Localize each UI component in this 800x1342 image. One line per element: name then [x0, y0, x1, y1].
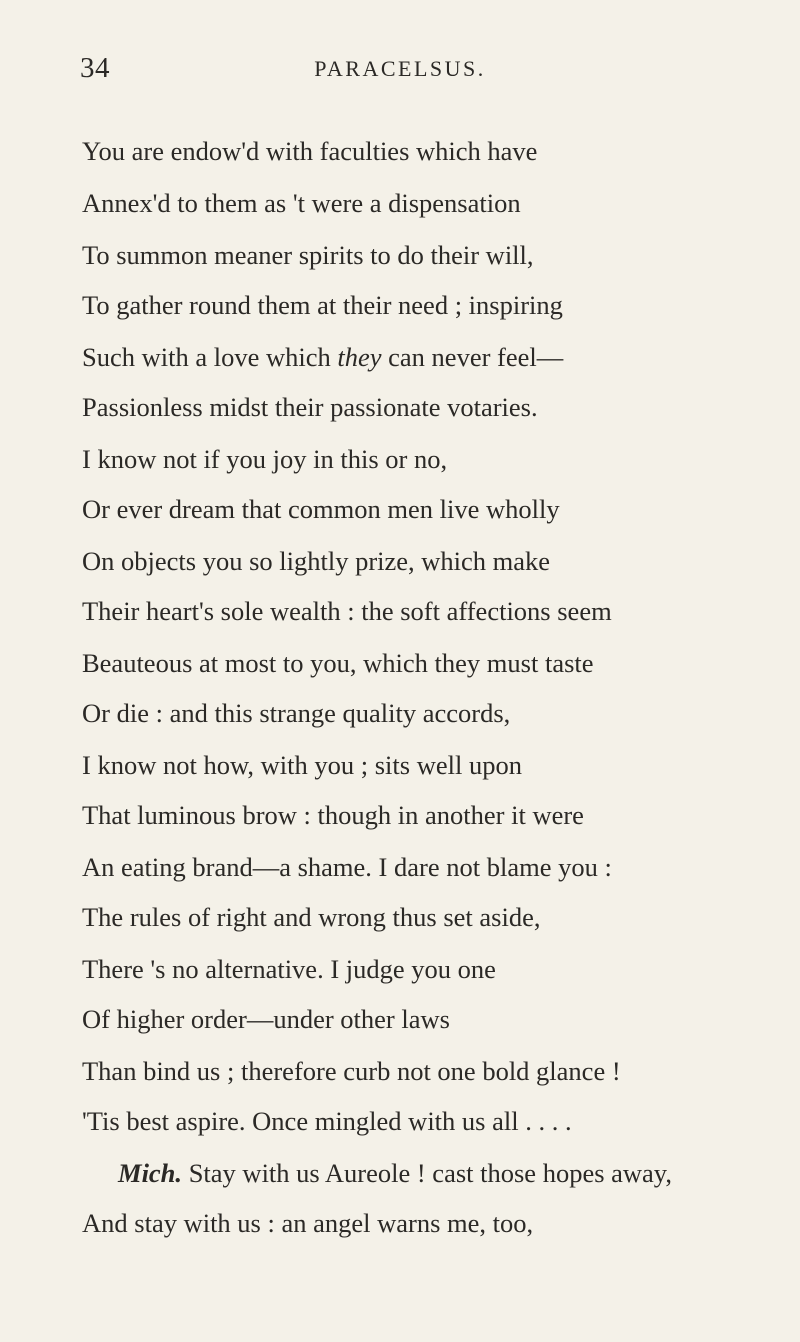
verse-line: Or die : and this strange quality accords, — [82, 698, 511, 728]
page-number: 34 — [80, 52, 110, 84]
verse-line: Such with a love which they can never feel— — [82, 342, 564, 372]
verse-line: Of higher order—under other laws — [82, 1004, 450, 1034]
verse-line: There 's no alternative. I judge you one — [82, 954, 496, 984]
verse-line: Their heart's sole wealth : the soft affections seem — [82, 596, 612, 626]
verse-line: Annex'd to them as 't were a dispensation — [82, 188, 521, 218]
verse-line: To summon meaner spirits to do their will, — [82, 240, 534, 270]
verse-line: And stay with us : an angel warns me, too, — [82, 1208, 534, 1238]
emphasized-word: they — [337, 342, 382, 372]
speaker-label: Mich. — [118, 1158, 183, 1188]
verse-line: I know not how, with you ; sits well upon — [82, 750, 522, 780]
page-header — [0, 52, 800, 92]
verse-line: The rules of right and wrong thus set aside, — [82, 902, 541, 932]
verse-line: Mich. Stay with us Aureole ! cast those hopes away, — [118, 1158, 672, 1188]
verse-line: An eating brand—a shame. I dare not blame you : — [82, 852, 612, 882]
verse-line: Or ever dream that common men live wholly — [82, 494, 560, 524]
verse-line: To gather round them at their need ; inspiring — [82, 290, 563, 320]
verse-line: 'Tis best aspire. Once mingled with us all . . . . — [82, 1106, 572, 1136]
running-head: PARACELSUS. — [314, 56, 486, 81]
verse-line: Beauteous at most to you, which they must taste — [82, 648, 594, 678]
verse-line: On objects you so lightly prize, which make — [82, 546, 551, 576]
verse-line: Passionless midst their passionate votaries. — [82, 392, 538, 422]
verse-line: Than bind us ; therefore curb not one bold glance ! — [82, 1056, 621, 1086]
verse-line: You are endow'd with faculties which have — [82, 136, 538, 166]
verse-line: I know not if you joy in this or no, — [82, 444, 448, 474]
verse-line: That luminous brow : though in another it were — [82, 800, 584, 830]
